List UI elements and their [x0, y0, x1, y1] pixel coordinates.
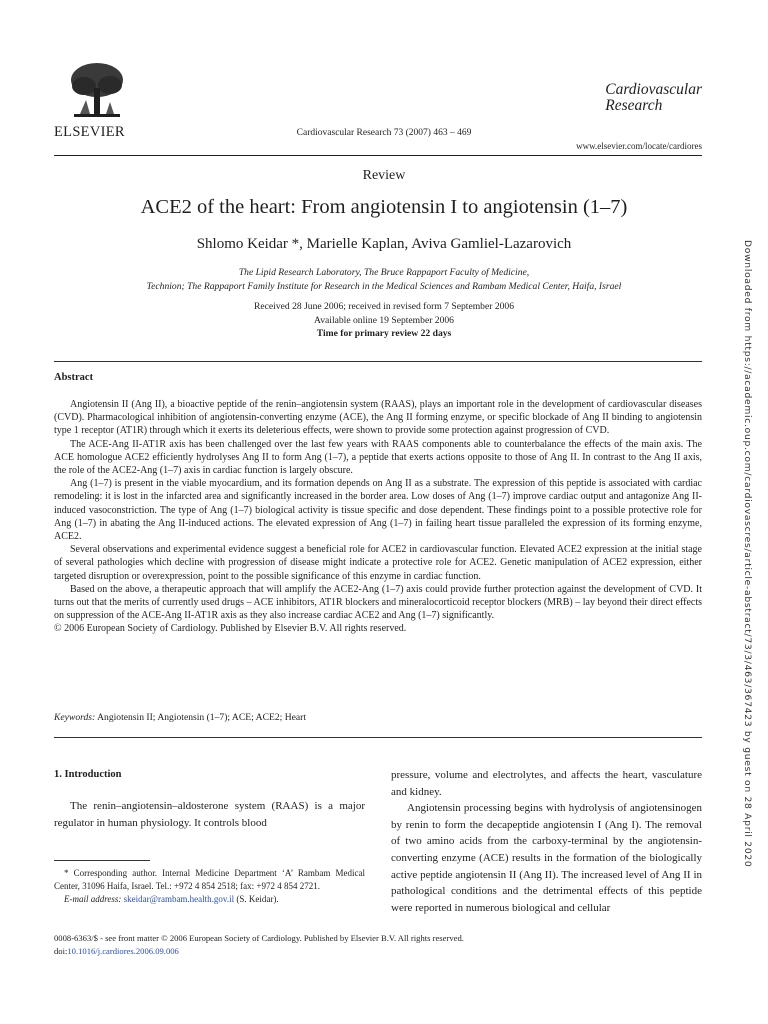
- journal-name-line2: Research: [605, 97, 663, 114]
- abstract-paragraph-2: The ACE-Ang II-AT1R axis has been challenged over the last few years with RAAS components able to counterbalance the effects of the main axis. The ACE homologue ACE2 efficiently hydrolyses Ang II to form Ang (1–7), a peptide that exerts actions opposite to those of Ang II. In contrast to the Ang II axis, the role of the ACE2-Ang (1–7) axis in cardiac function is largely obscure.: [54, 438, 702, 477]
- download-watermark-note: Downloaded from https://academic.oup.com/cardiovascres/article-abstract/73/3/463/367423 by guest on 28 April 2020: [742, 240, 753, 868]
- abstract-top-divider: [54, 361, 702, 362]
- doi-link[interactable]: 10.1016/j.cardiores.2006.09.006: [67, 945, 179, 956]
- abstract-paragraph-4: Several observations and experimental evidence suggest a beneficial role for ACE2 in cardiovascular function. Elevated ACE2 expression at the initial stage of several pathologies which decline with progression of disease might indicate a protective role for ACE2. Genetic manipulation of ACE2 expression, either targeted disruption or overexpression, point to the possible significance of this enzyme in cardiac function.: [54, 544, 702, 582]
- affiliation: [0, 266, 768, 293]
- elsevier-tree-logo: [66, 60, 128, 122]
- keywords-label: Keywords:: [54, 712, 96, 723]
- abstract-paragraph-5: Based on the above, a therapeutic approach that will amplify the ACE2-Ang (1–7) axis could provide further protection against the development of CVD. It turns out that the merits of currently used drugs – ACE inhibitors, AT1R blockers and mineralocorticoid receptor blockers (MRB) – lay beyond their direct effects on suppression of the ACE-Ang II-AT1R axis as they also increase cardiac ACE2 and Ang (1–7) significantly.: [54, 583, 702, 622]
- abstract-paragraph-1: Angiotensin II (Ang II), a bioactive peptide of the renin–angiotensin system (RAAS), plays an important role in the development of cardiovascular diseases (CVD). Pharmacological inhibition of angiotensin-converting enzyme (ACE), the Ang II forming enzyme, or specific blockade of Ang II binding to angiotensin type 1 receptor (AT1R) through which it exerts its deleterious effects, were shown to provide some protection against progression of CVD.: [54, 399, 702, 437]
- article-title: ACE2 of the heart: From angiotensin I to angiotensin (1–7): [140, 196, 628, 218]
- received-date: Received 28 June 2006; received in revised form 7 September 2006: [253, 301, 515, 312]
- journal-cover-thumbnail: [694, 62, 702, 63]
- corresponding-author-footnote: [54, 867, 365, 907]
- email-label: E-mail address:: [64, 894, 122, 905]
- header-divider: [54, 155, 702, 156]
- email-suffix: (S. Keidar).: [236, 894, 279, 905]
- left-column: [54, 798, 365, 831]
- available-date: Available online 19 September 2006: [314, 314, 454, 326]
- keywords-list: Angiotensin II; Angiotensin (1–7); ACE; ACE2; Heart: [97, 712, 307, 723]
- abstract-copyright: © 2006 European Society of Cardiology. Published by Elsevier B.V. All rights reserved.: [54, 623, 407, 635]
- abstract-bottom-divider: [54, 737, 702, 738]
- affiliation-line1: The Lipid Research Laboratory, The Bruce Rappaport Faculty of Medicine,: [238, 267, 530, 278]
- section-heading-introduction: 1. Introduction: [54, 769, 122, 780]
- intro-right-paragraph-2: Angiotensin processing begins with hydrolysis of angiotensinogen by renin to form the decapeptide angiotensin I (Ang I). The removal of two amino acids from the carboxy-terminal by the angiotensin-converting enzyme (ACE) results in the formation of the biologically active peptide angiotensin II (Ang II). The increased level of Ang II in pathological conditions and the detrimental effects of this peptide were reported in numerous biological and cellular: [391, 802, 702, 914]
- affiliation-line2: Technion; The Rappaport Family Institute for Research in the Medical Sciences and Rambam Medical Center, Haifa, Israel: [146, 280, 622, 292]
- issn-doi-block: [54, 932, 464, 957]
- publisher-name: ELSEVIER: [54, 124, 125, 140]
- footnote-divider: [54, 860, 150, 861]
- email-link[interactable]: skeidar@rambam.health.gov.il: [123, 894, 235, 905]
- journal-citation: Cardiovascular Research 73 (2007) 463 – 469: [296, 128, 472, 138]
- issn-line: 0008-6363/$ - see front matter © 2006 European Society of Cardiology. Published by Elsevier B.V. All rights reserved.: [54, 933, 464, 943]
- intro-left-paragraph: The renin–angiotensin–aldosterone system (RAAS) is a major regulator in human physiology. It controls blood: [54, 800, 365, 829]
- author-list: Shlomo Keidar *, Marielle Kaplan, Aviva Gamliel-Lazarovich: [196, 236, 572, 252]
- article-dates: [0, 300, 768, 341]
- corresponding-author-text: * Corresponding author. Internal Medicine Department ‘A’ Rambam Medical Center, 31096 Haifa, Israel. Tel.: +972 4 854 2518; fax: +972 4 854 2721.: [54, 868, 365, 892]
- journal-name: [605, 82, 702, 114]
- article-type: Review: [362, 168, 406, 183]
- abstract-heading: Abstract: [54, 372, 94, 383]
- abstract-body: [54, 398, 702, 636]
- journal-name-line1: Cardiovascular: [605, 81, 702, 98]
- review-time: Time for primary review 22 days: [316, 328, 452, 339]
- intro-right-paragraph-1: pressure, volume and electrolytes, and affects the heart, vasculature and kidney.: [391, 769, 702, 798]
- abstract-paragraph-3: Ang (1–7) is present in the viable myocardium, and its formation depends on Ang II as a substrate. The expression of this peptide is associated with cardiac remodeling: it is lost in the infarcted area and significantly increased in the border area. Low doses of Ang (1–7) improve cardiac output and antagonize Ang II-induced vasoconstriction. The type of Ang (1–7) biological activity is tissue specific and dose dependent. These findings point to a possible protective role for Ang (1–7) in abating the Ang II-induced actions. The elevated expression of Ang (1–7) in failing heart tissue paralleled the expression of its forming enzyme, ACE2.: [54, 478, 702, 543]
- journal-url-link[interactable]: www.elsevier.com/locate/cardiores: [576, 141, 702, 151]
- keywords: [54, 712, 702, 723]
- right-column: [391, 767, 702, 916]
- doi-label: doi:: [54, 945, 68, 956]
